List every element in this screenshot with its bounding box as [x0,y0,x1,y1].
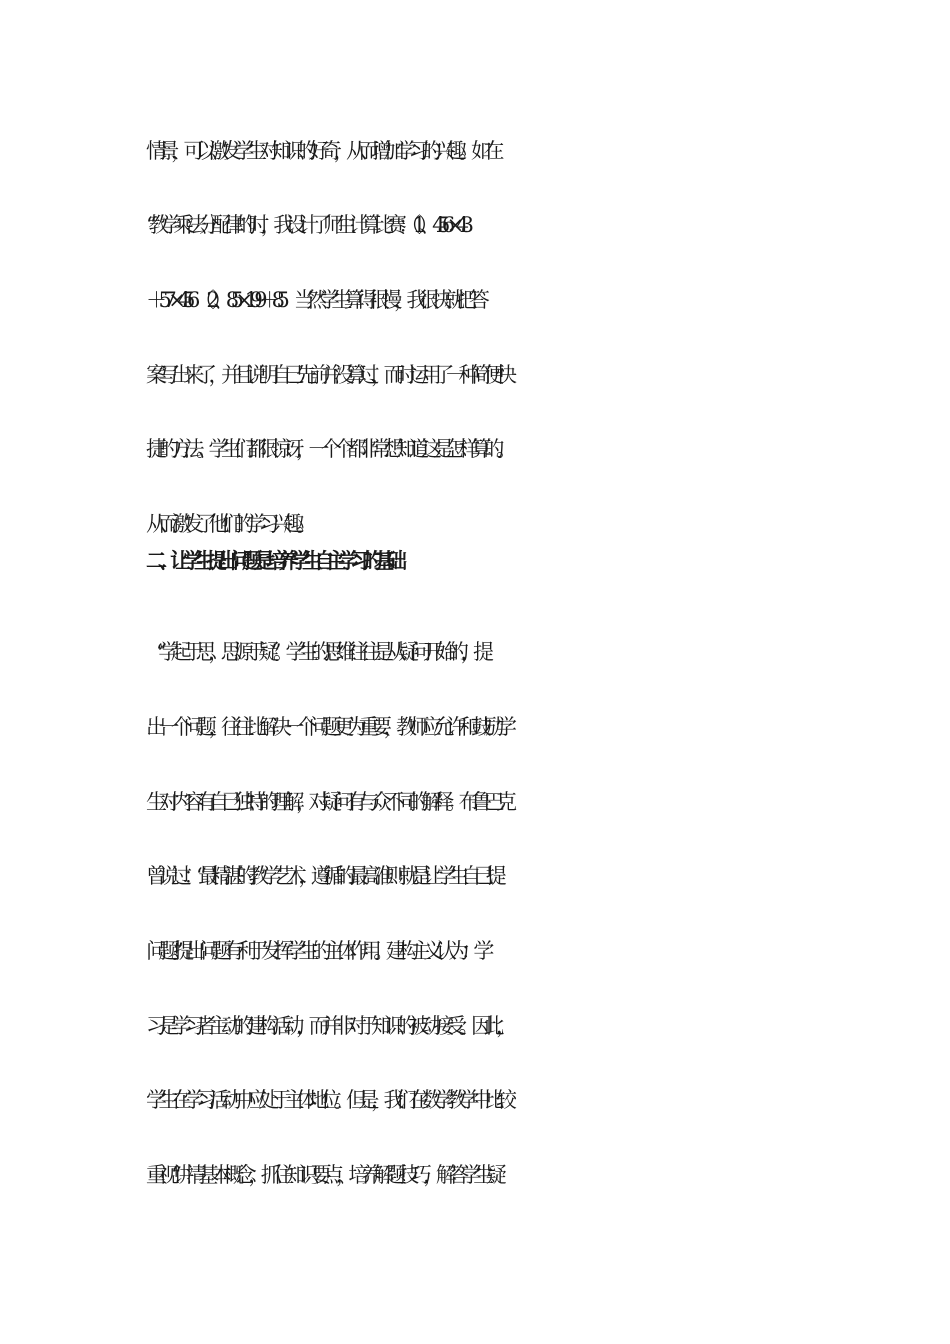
paragraph-2-line-3: 生对内容有自己独特的理解，对疑问有与众不同的解释。布鲁巴克 [146,790,509,814]
paragraph-2-line-5: 问题。” 提出问题有利于发挥学生的主体作用。建构主义认为：学 [146,939,486,963]
paragraph-2-line-2: 出一个问题，往往比解决一个问题更为重要，教师应允许和鼓励学 [146,715,509,739]
section-heading: 二、让学生提出问题是培养学生自主学习的基础 [146,549,398,573]
paragraph-2-line-7: 学生在学习活动中应处于主体地位。但是，我们在数学教学中比较 [146,1088,509,1112]
paragraph-1-line-3: ＋57×456 （2）、85×199＋85 当然学生算得很慢，我很快就把答 [146,288,482,312]
paragraph-1-line-4: 案写出来了，并且说明自己先前并没算过，而时运用了一种简便快 [146,363,509,387]
paragraph-1-line-5: 捷的方法。学生们都很惊讶，一个个都非常想知道这是怎样算的。 [146,437,509,461]
paragraph-2-line-8: 重视“讲清基本概念，抓住知识要点，培养解题技巧，解答学生疑 [146,1163,499,1187]
paragraph-1-line-1: 情景，可以激发学生对知识的好奇，从而增加学习的兴趣。如在 [146,139,496,163]
paragraph-1-line-6: 从而激发了他们的学习兴趣。 [146,512,309,536]
paragraph-2-line-4: 曾说过：“最精湛的教学艺术，遵循的最高准则就是让学生自己提 [146,864,499,888]
paragraph-1-line-2: “教学乘法分配律的时，我设计了师生计算比赛：（1）、456×43 [146,213,466,237]
paragraph-2-line-6: 习是学习者主动的建构活动，而并非对于知识的被动接受。因此， [146,1014,509,1038]
paragraph-2-line-1: “学起于思，思源于疑”。学生的思维往往是从疑问开始的，提 [156,640,486,664]
